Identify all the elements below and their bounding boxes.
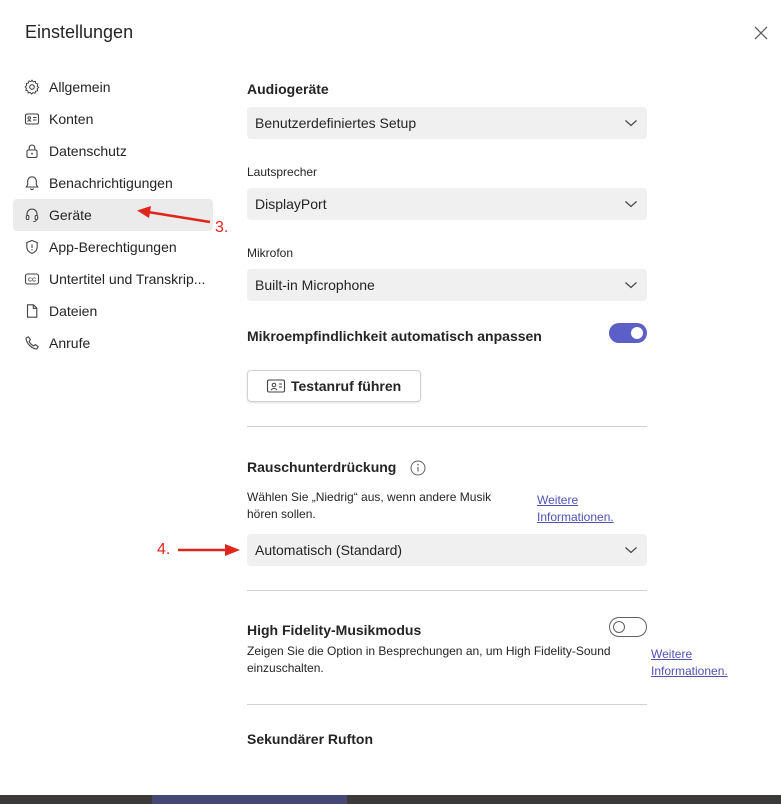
audio-devices-dropdown[interactable] <box>247 107 647 139</box>
secondary-ringtone-heading: Sekundärer Rufton <box>247 731 374 747</box>
noise-suppression-heading: Rauschunterdrückung <box>247 459 397 475</box>
test-call-icon <box>266 378 286 394</box>
background-app-strip <box>0 795 781 804</box>
noise-more-info-link[interactable]: Weitere Informationen. <box>537 493 614 524</box>
sidebar-item-label: Untertitel und Transkrip... <box>49 271 206 287</box>
sidebar-item-app-berechtigungen[interactable] <box>13 231 213 263</box>
sidebar-item-dateien[interactable] <box>13 295 213 327</box>
cc-icon <box>24 271 40 287</box>
microphone-dropdown[interactable] <box>247 269 647 301</box>
headset-icon <box>24 207 40 223</box>
hifi-music-heading: High Fidelity-Musikmodus <box>247 622 422 638</box>
speaker-value: DisplayPort <box>255 196 327 212</box>
chevron-down-icon <box>624 544 638 556</box>
id-card-icon <box>24 111 40 127</box>
file-icon <box>24 303 40 319</box>
sidebar-item-label: Benachrichtigungen <box>49 175 173 191</box>
microphone-label: Mikrofon <box>247 246 294 260</box>
toggle-knob <box>613 621 625 633</box>
sidebar-item-allgemein[interactable] <box>13 71 213 103</box>
chevron-down-icon <box>624 279 638 291</box>
section-divider <box>247 590 647 591</box>
shield-icon <box>24 239 40 255</box>
bell-icon <box>24 175 40 191</box>
sidebar-item-datenschutz[interactable] <box>13 135 213 167</box>
speaker-label: Lautsprecher <box>247 165 318 179</box>
sidebar-item-untertitel[interactable] <box>13 263 213 295</box>
test-call-button[interactable] <box>247 370 421 402</box>
sidebar-item-label: App-Berechtigungen <box>49 239 177 255</box>
sidebar-item-label: Datenschutz <box>49 143 127 159</box>
annotation-arrow-step4 <box>177 542 241 558</box>
sidebar-item-anrufe[interactable] <box>13 327 213 359</box>
section-divider <box>247 426 647 427</box>
microphone-value: Built-in Microphone <box>255 277 375 293</box>
hifi-more-info-link[interactable]: Weitere Informationen. <box>651 647 728 678</box>
hifi-music-description: Zeigen Sie die Option in Besprechungen an, um High Fidelity-Sound einzuschalten. <box>247 644 611 675</box>
auto-adjust-label: Mikroempfindlichkeit automatisch anpassen <box>247 328 542 344</box>
chevron-down-icon <box>624 198 638 210</box>
speaker-dropdown[interactable] <box>247 188 647 220</box>
sidebar-item-label: Dateien <box>49 303 98 319</box>
annotation-arrow-step3 <box>134 203 214 227</box>
sidebar-item-label: Allgemein <box>49 79 111 95</box>
chevron-down-icon <box>624 117 638 129</box>
annotation-step3: 3. <box>215 219 229 236</box>
hifi-music-toggle[interactable] <box>609 617 647 637</box>
auto-adjust-toggle[interactable] <box>609 323 647 343</box>
section-divider <box>247 704 647 705</box>
noise-suppression-description: Wählen Sie „Niedrig“ aus, wenn andere Musik hören sollen. <box>247 490 492 521</box>
svg-text:CC: CC <box>28 277 36 284</box>
toggle-knob <box>631 327 643 339</box>
sidebar-item-konten[interactable] <box>13 103 213 135</box>
annotation-step4: 4. <box>157 541 171 558</box>
lock-icon <box>24 143 40 159</box>
settings-title: Einstellungen <box>25 22 134 42</box>
audio-devices-value: Benutzerdefiniertes Setup <box>255 115 417 131</box>
sidebar-item-label: Konten <box>49 111 94 127</box>
audio-devices-heading: Audiogeräte <box>247 81 329 97</box>
info-icon[interactable] <box>410 460 426 476</box>
sidebar-item-benachrichtigungen[interactable] <box>13 167 213 199</box>
close-icon[interactable] <box>752 24 770 42</box>
gear-icon <box>24 79 40 95</box>
background-button-fragment <box>152 795 347 804</box>
phone-icon <box>24 335 40 351</box>
sidebar-item-label: Geräte <box>49 207 92 223</box>
test-call-label: Testanruf führen <box>291 378 402 394</box>
sidebar-item-label: Anrufe <box>49 335 91 351</box>
noise-suppression-dropdown[interactable] <box>247 534 647 566</box>
noise-suppression-value: Automatisch (Standard) <box>255 542 403 558</box>
